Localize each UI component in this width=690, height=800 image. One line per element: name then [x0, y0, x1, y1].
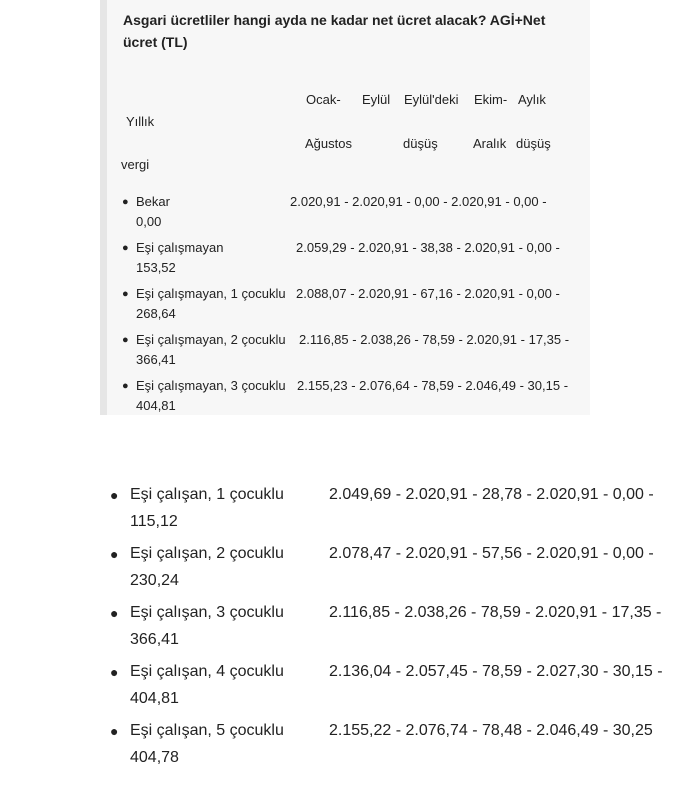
row-label: Eşi çalışan, 3 çocuklu — [130, 604, 284, 621]
row-values: 2.155,23 - 2.076,64 - 78,59 - 2.046,49 - 30,15 - — [297, 378, 569, 393]
row-values: 2.088,07 - 2.020,91 - 67,16 - 2.020,91 - 0,00 - — [296, 286, 560, 301]
single-earner-list — [120, 192, 590, 422]
bullet-icon: ● — [110, 546, 119, 562]
list-item — [120, 376, 590, 422]
row-label: Eşi çalışan, 1 çocuklu — [130, 486, 284, 503]
bullet-icon: ● — [110, 664, 119, 680]
header-ocak: Ocak- — [306, 92, 341, 107]
row-annual-tax: 0,00 — [136, 214, 162, 229]
bullet-icon: ● — [122, 380, 129, 392]
row-values: 2.155,22 - 2.076,74 - 78,48 - 2.046,49 - 30,25 — [329, 722, 653, 739]
row-label: Eşi çalışmayan, 2 çocuklu — [136, 332, 286, 347]
header-eylul-dusus: Eylül'deki — [404, 92, 459, 107]
list-item — [120, 330, 590, 376]
row-values: 2.020,91 - 2.020,91 - 0,00 - 2.020,91 - 0,00 - — [290, 194, 547, 209]
bullet-icon: ● — [122, 334, 129, 346]
bullet-icon: ● — [110, 723, 119, 739]
row-annual-tax: 268,64 — [136, 306, 176, 321]
header-aralik: Aralık — [473, 136, 507, 151]
row-annual-tax: 404,78 — [130, 749, 179, 766]
row-annual-tax: 153,52 — [136, 260, 176, 275]
bullet-icon: ● — [122, 196, 129, 208]
row-annual-tax: 115,12 — [130, 513, 178, 530]
header-yillik: Yıllık — [126, 114, 155, 129]
row-values: 2.078,47 - 2.020,91 - 57,56 - 2.020,91 - 0,00 - — [329, 545, 654, 562]
bullet-icon: ● — [122, 242, 129, 254]
list-item — [120, 238, 590, 284]
list-item — [110, 658, 680, 717]
header-eylul: Eylül — [362, 92, 391, 107]
row-values: 2.116,85 - 2.038,26 - 78,59 - 2.020,91 - 17,35 - — [329, 604, 662, 621]
row-annual-tax: 404,81 — [136, 398, 176, 413]
table-title: Asgari ücretliler hangi ayda ne kadar net ücret alacak? AGİ+Net ücret (TL) — [123, 12, 546, 50]
header-ekim: Ekim- — [474, 92, 508, 107]
row-values: 2.136,04 - 2.057,45 - 78,59 - 2.027,30 - 30,15 - — [329, 663, 663, 680]
row-label: Eşi çalışmayan, 3 çocuklu — [136, 378, 286, 393]
header-dusus-1: düşüş — [403, 136, 438, 151]
header-vergi: vergi — [121, 157, 150, 172]
row-label: Eşi çalışan, 4 çocuklu — [130, 663, 284, 680]
row-annual-tax: 404,81 — [130, 690, 179, 707]
list-item — [120, 284, 590, 330]
row-label: Eşi çalışan, 5 çocuklu — [130, 722, 284, 739]
row-annual-tax: 230,24 — [130, 572, 179, 589]
list-item — [110, 717, 680, 776]
list-item — [110, 540, 680, 599]
row-label: Eşi çalışan, 2 çocuklu — [130, 545, 284, 562]
row-annual-tax: 366,41 — [130, 631, 179, 648]
bullet-icon: ● — [110, 605, 119, 621]
list-item — [110, 599, 680, 658]
bullet-icon: ● — [122, 288, 129, 300]
list-item — [120, 192, 590, 238]
row-values: 2.116,85 - 2.038,26 - 78,59 - 2.020,91 - 17,35 - — [299, 332, 570, 347]
bullet-icon: ● — [110, 487, 119, 503]
row-annual-tax: 366,41 — [136, 352, 176, 367]
row-values: 2.059,29 - 2.020,91 - 38,38 - 2.020,91 - 0,00 - — [296, 240, 560, 255]
row-label: Eşi çalışmayan — [136, 240, 224, 255]
row-values: 2.049,69 - 2.020,91 - 28,78 - 2.020,91 - 0,00 - — [329, 486, 654, 503]
header-aylik: Aylık — [518, 92, 546, 107]
header-dusus-2: düşüş — [516, 136, 551, 151]
list-item — [110, 481, 680, 540]
dual-earner-list — [110, 481, 680, 776]
row-label: Eşi çalışmayan, 1 çocuklu — [136, 286, 286, 301]
header-agustos: Ağustos — [305, 136, 352, 151]
row-label: Bekar — [136, 194, 170, 209]
